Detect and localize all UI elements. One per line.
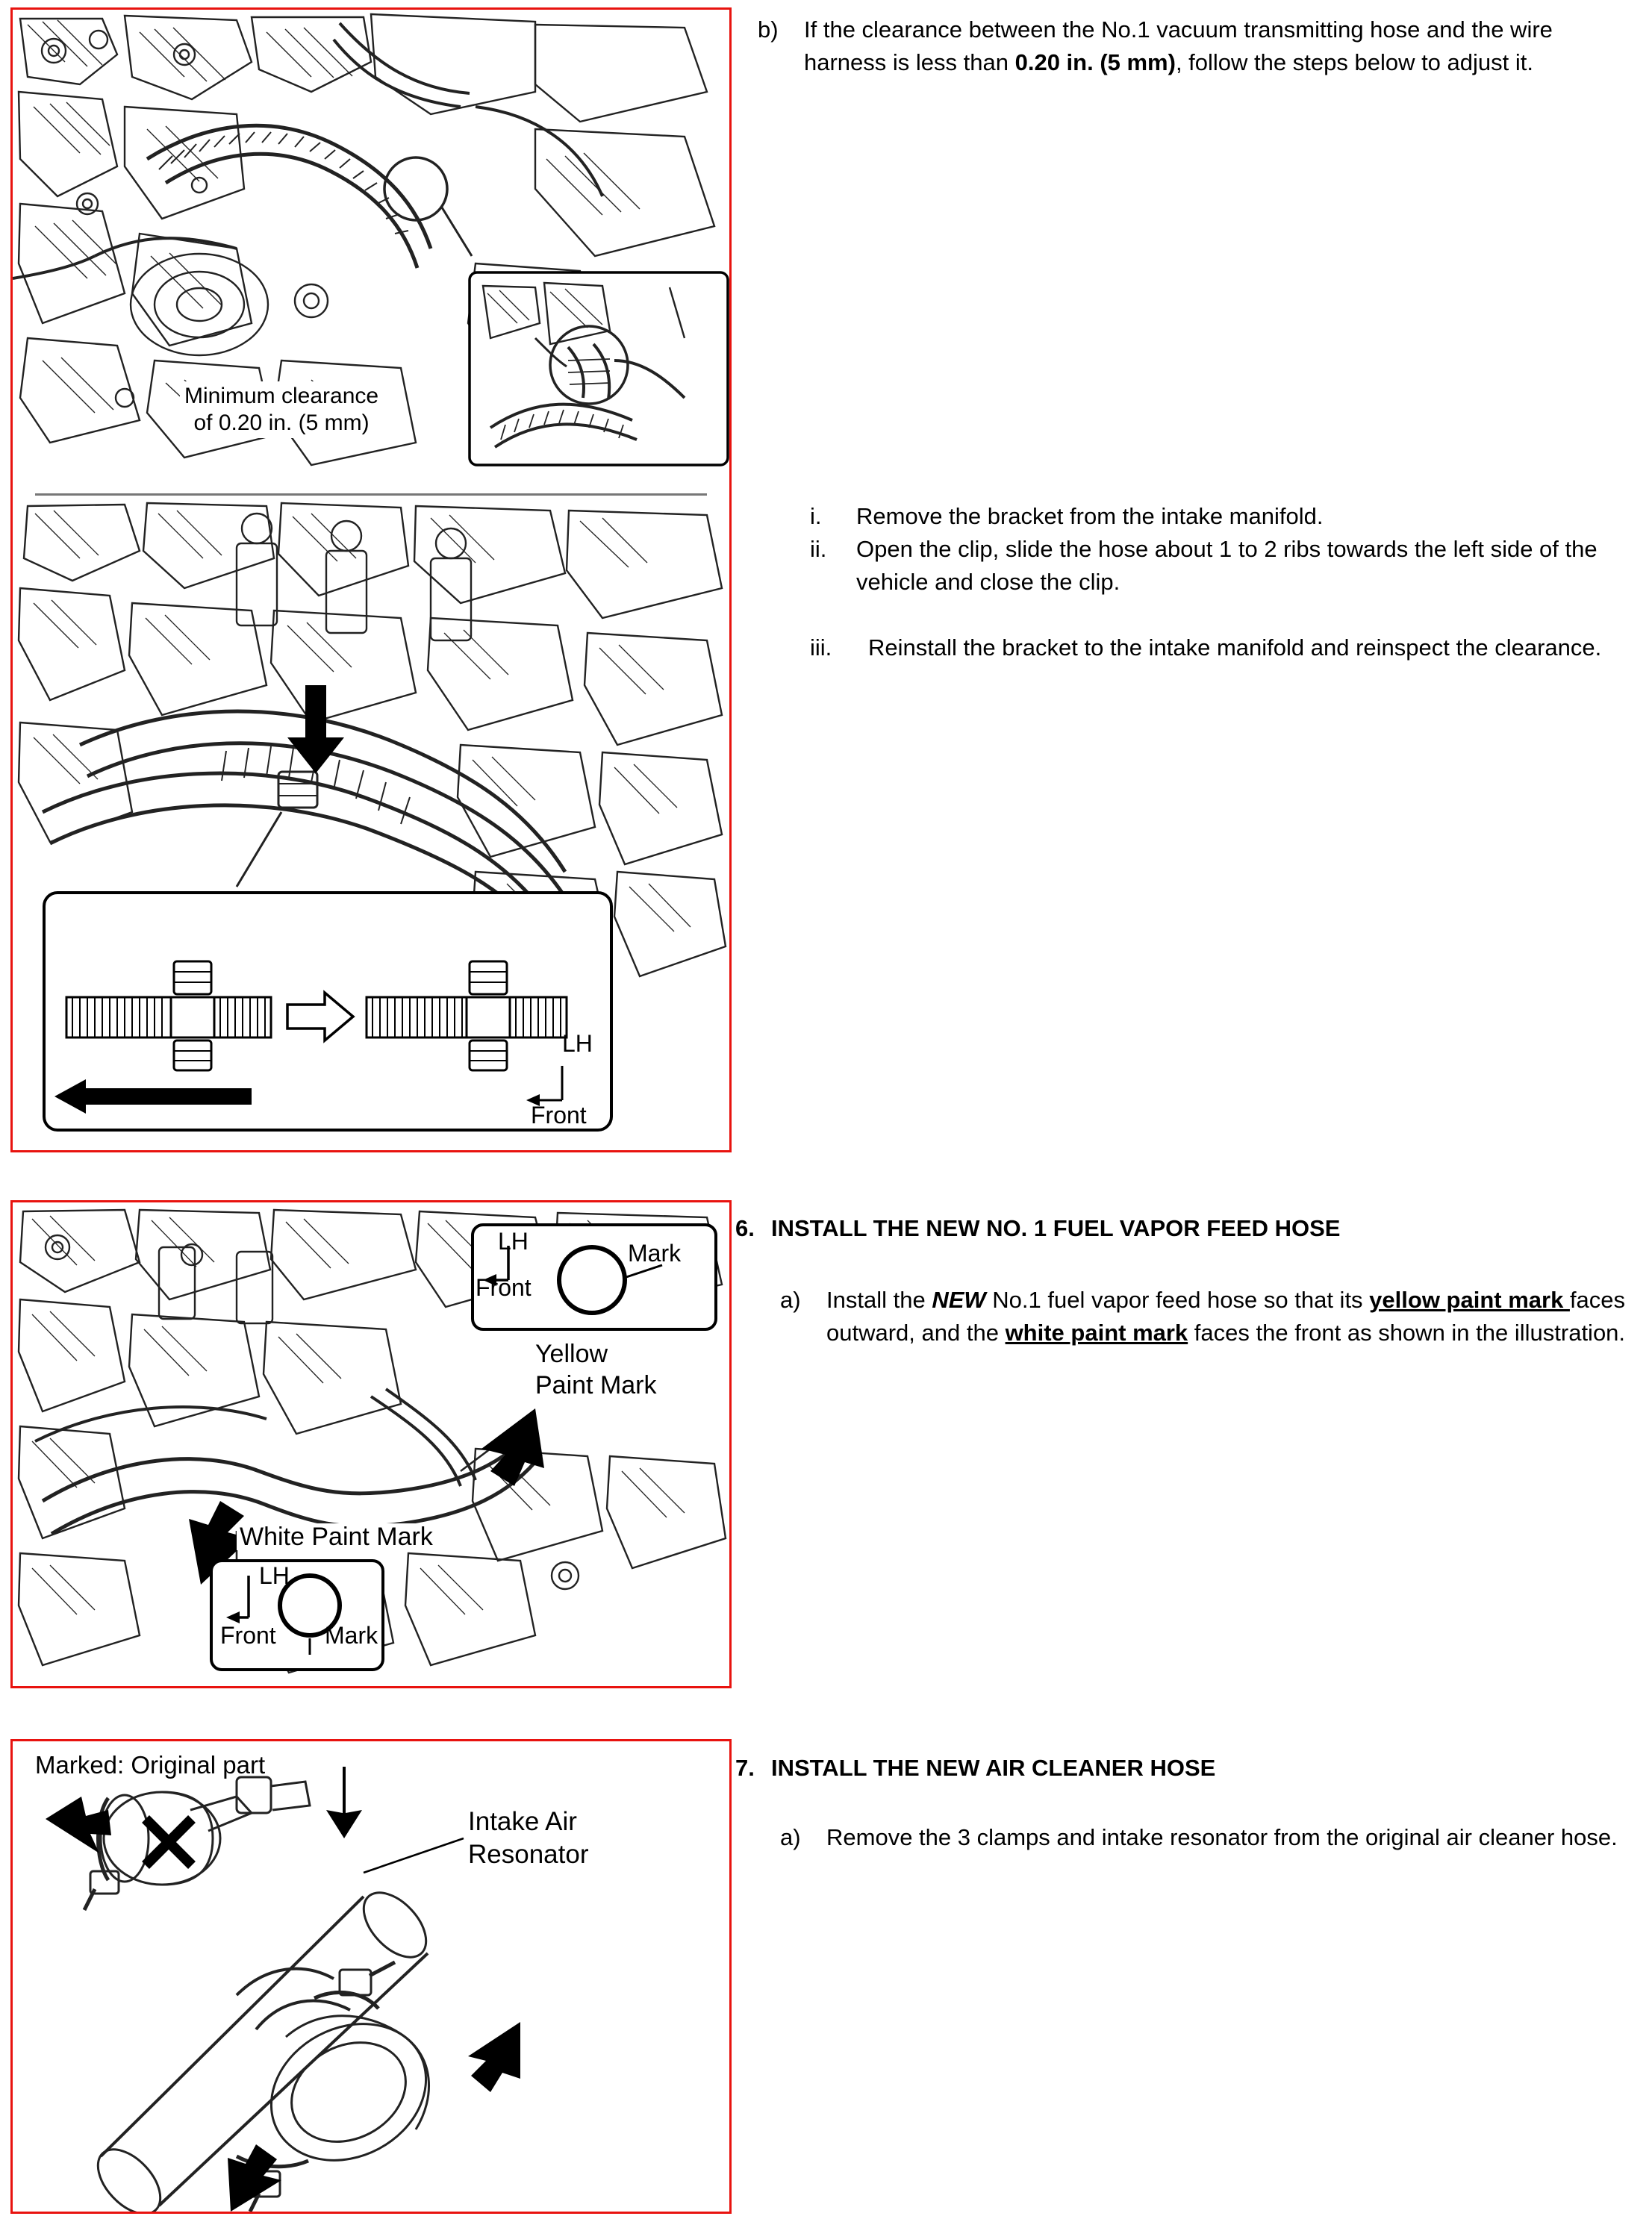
paint-mark-drawing	[13, 1202, 731, 1688]
step-6-heading	[735, 1213, 1639, 1244]
step-6a-t3: faces outward, and the	[826, 1287, 1626, 1346]
fig3-lh-top-label: LH	[498, 1228, 529, 1255]
fig3-front-top-label: Front	[476, 1274, 532, 1301]
fig1-clearance-line1: Minimum clearance	[184, 384, 379, 408]
fig4-marked-original-part-label: Marked: Original part	[35, 1751, 266, 1779]
fig1-clearance-label	[180, 381, 383, 438]
substep-iii	[810, 631, 1635, 664]
step-6-number: 6.	[735, 1215, 755, 1241]
step-6a-new-emphasis: NEW	[932, 1287, 986, 1313]
substep-ii	[810, 533, 1635, 599]
substep-i-marker: i.	[810, 503, 822, 529]
hose-slide-drawing	[13, 499, 731, 1149]
figure-divider	[35, 493, 707, 496]
figure-fuel-vapor-hose-paint-marks	[10, 1200, 732, 1688]
step-6-title: INSTALL THE NEW NO. 1 FUEL VAPOR FEED HOSE	[771, 1215, 1341, 1241]
step-7-number: 7.	[735, 1755, 755, 1781]
fig3-mark-top-label: Mark	[628, 1240, 682, 1267]
step-6a-t1: Install the	[826, 1287, 932, 1313]
figure-engine-bay-combined	[10, 7, 732, 1152]
fig1-clearance-line2: of 0.20 in. (5 mm)	[193, 411, 370, 435]
step-6a	[780, 1284, 1631, 1349]
step-6a-t4: faces the front as shown in the illustration.	[1188, 1320, 1626, 1346]
substep-ii-text: Open the clip, slide the hose about 1 to 2 ribs towards the left side of the vehicle and close the clip.	[856, 536, 1598, 595]
step-7-title: INSTALL THE NEW AIR CLEANER HOSE	[771, 1755, 1216, 1781]
step-b-clearance-value: 0.20 in. (5 mm)	[1014, 49, 1176, 75]
substep-iii-text: Reinstall the bracket to the intake manifold and reinspect the clearance.	[868, 634, 1602, 661]
fig4-resonator-line1: Intake Air	[468, 1807, 577, 1836]
step-7a-marker: a)	[780, 1824, 801, 1850]
substep-i	[810, 500, 1635, 533]
step-6a-marker: a)	[780, 1287, 801, 1313]
fig2-front-label: Front	[531, 1102, 587, 1129]
step-b-text-part1: If the clearance between the No.1 vacuum transmitting hose and the wire harness is less than	[804, 16, 1553, 75]
air-cleaner-hose-drawing	[13, 1741, 731, 2213]
step-7-heading	[735, 1753, 1639, 1784]
fig3-lh-bottom-label: LH	[259, 1562, 290, 1589]
substep-iii-marker: iii.	[810, 634, 832, 661]
step-b	[758, 13, 1635, 79]
fig3-yellow-paint-mark-label	[535, 1338, 657, 1401]
fig3-yellow-line1: Yellow	[535, 1340, 608, 1368]
step-6a-white-mark: white paint mark	[1005, 1320, 1188, 1346]
figure-air-cleaner-hose	[10, 1739, 732, 2214]
substep-i-text: Remove the bracket from the intake manifold.	[856, 503, 1324, 529]
fig4-resonator-line2: Resonator	[468, 1840, 589, 1869]
step-6a-text	[826, 1284, 1631, 1349]
fig3-white-paint-mark-label: White Paint Mark	[237, 1523, 436, 1550]
fig3-front-bottom-label: Front	[220, 1622, 276, 1649]
step-7a	[780, 1821, 1635, 1854]
step-b-marker: b)	[758, 16, 779, 43]
fig3-mark-bottom-label: Mark	[325, 1622, 378, 1649]
step-b-text	[804, 13, 1635, 79]
step-b-text-part2: , follow the steps below to adjust it.	[1175, 49, 1533, 75]
step-7a-text: Remove the 3 clamps and intake resonator from the original air cleaner hose.	[826, 1824, 1618, 1850]
fig2-lh-label: LH	[562, 1030, 593, 1057]
fig4-intake-air-resonator-label	[468, 1806, 588, 1871]
substep-ii-marker: ii.	[810, 536, 827, 562]
fig3-yellow-line2: Paint Mark	[535, 1371, 657, 1399]
step-6a-yellow-mark: yellow paint mark	[1369, 1287, 1570, 1313]
step-6a-t2: No.1 fuel vapor feed hose so that its	[985, 1287, 1370, 1313]
